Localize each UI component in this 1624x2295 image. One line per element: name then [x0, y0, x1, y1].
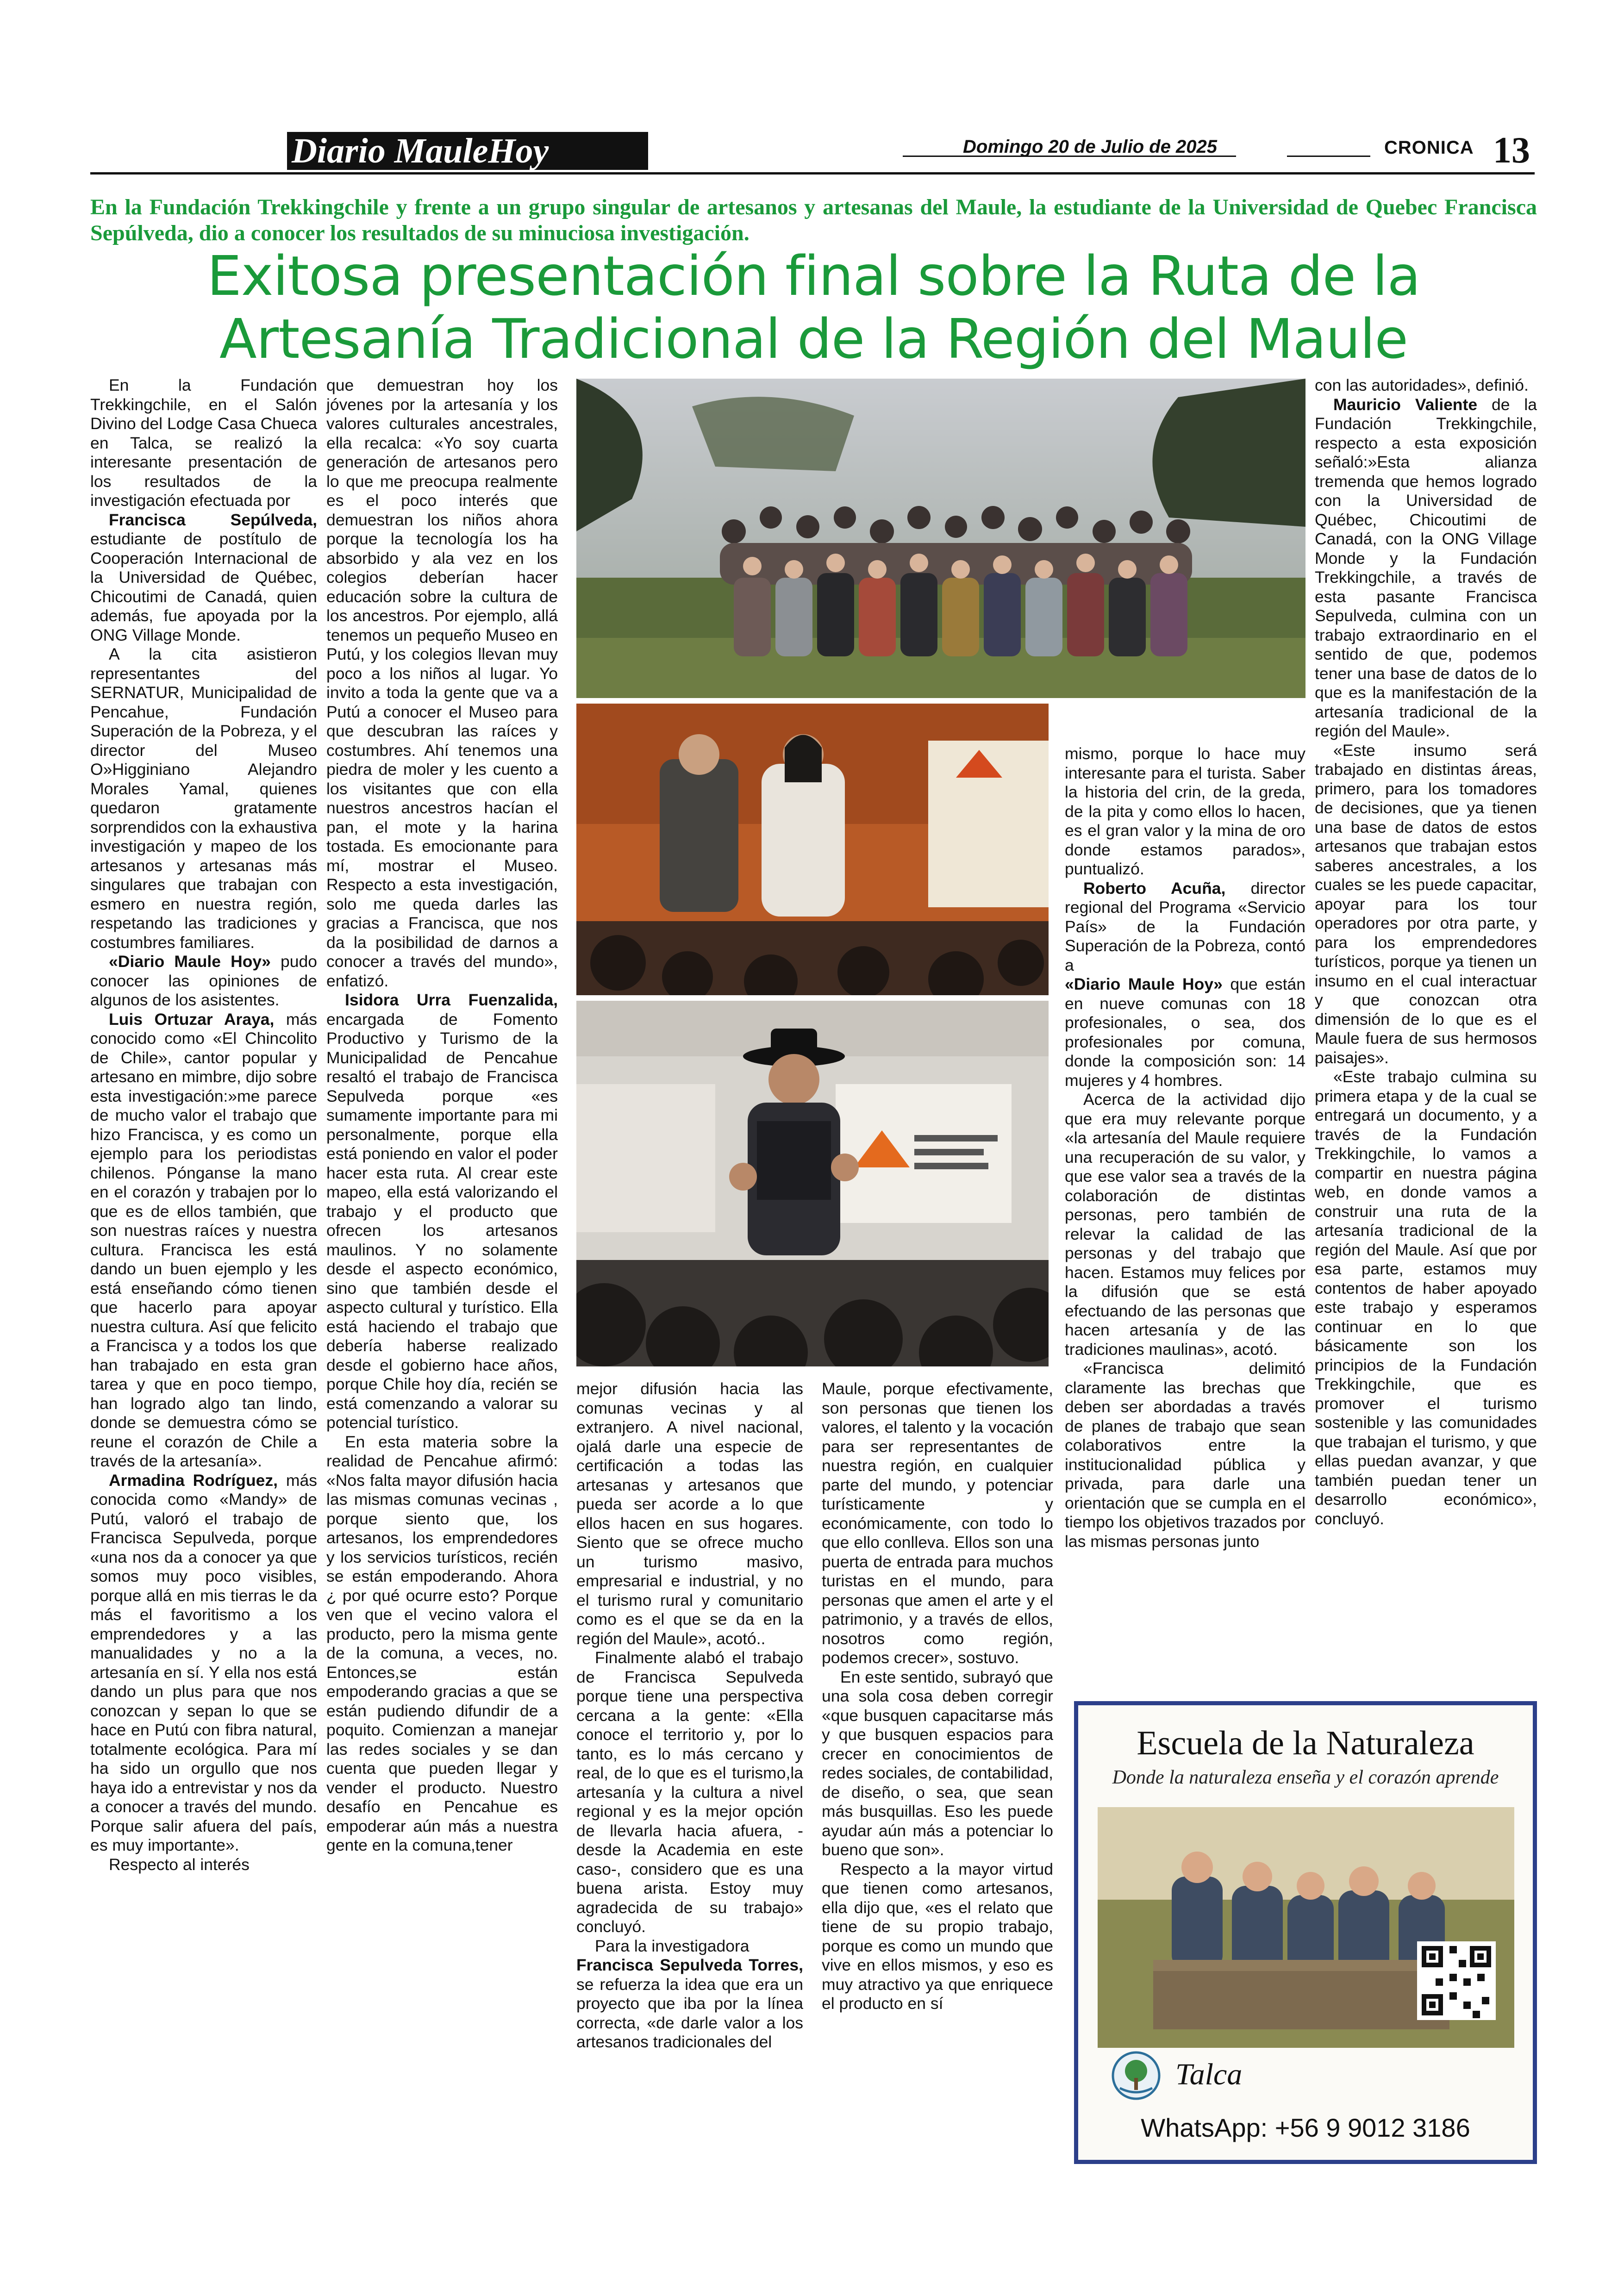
- paragraph-text: «Este trabajo culmina su primera etapa y de la cual se entregará un documento, y a través de la Fundación Trekkingchile, lo vamos a compartir en nuestra página web, en donde vamos a construir una ruta de la artesanía tradicional de la región del Maule. Así que por esa parte, estamos muy contentos de haber apoyado este trabajo y esperamos continuar en lo que básicamente son los principios de la Fundación Trekkingchile, que es promover el turismo sostenible y las comunidades que trabajan el turismo, y que ellas puedan avanzar, y que también puedan tener un desarrollo económico», concluyó.: [1315, 1067, 1537, 1528]
- article-paragraph: [576, 1956, 803, 2052]
- article-lead: En la Fundación Trekkingchile y frente a un grupo singular de artesanos y artesanas del Maule, la estudiante de la Universidad de Quebec Francisca Sepúlveda, dio a conocer los resultados de su minuciosa investigación.: [90, 195, 1537, 245]
- paragraph-text: En este sentido, subrayó que una sola cosa deben corregir «que busquen capacitarse más y que busquen espacios para crecer en conocimientos de redes sociales, de contabilidad, de diseño, o sea, que sean más busquillas. Eso les puede ayudar aún más a potenciar lo bueno que son».: [822, 1667, 1053, 1859]
- article-headline: Exitosa presentación final sobre la Ruta de la Artesanía Tradicional de la Región del Maule: [207, 244, 1420, 371]
- article-paragraph: [90, 376, 317, 511]
- paragraph-text: Maule, porque efectivamente, son personas que tienen los valores, el talento y la vocación para ser representantes de nuestra región, en cualquier parte del mundo, y potenciar turísticamente y económicamente, con todo lo que ello conlleva. Ellos son una puerta de entrada para muchos turistas en el mundo, para personas que amen el arte y el patrimonio, y a través de ellos, nosotros como región, podemos crecer», sostuvo.: [822, 1379, 1053, 1667]
- speaker-photo: [576, 1001, 1049, 1366]
- group-photo: [576, 379, 1305, 698]
- article-paragraph: [326, 1433, 558, 1855]
- paragraph-text: Para la investigadora: [595, 1936, 750, 1955]
- article-paragraph: [1315, 1067, 1537, 1528]
- ad-subtitle: Donde la naturaleza enseña y el corazón aprende: [1112, 1767, 1499, 1788]
- article-paragraph: [90, 1471, 317, 1855]
- paragraph-text: que demuestran hoy los jóvenes por la artesanía y los valores culturales ancestrales, ella recalca: «Yo soy cuarta generación de artesanos pero lo que me preocupa realmente es el poco interés que demuestran los niños ahora porque la tecnología los ha absorbido y ala vez en los colegios deberían hacer educación sobre la cultura de los ancestros. Por ejemplo, allá tenemos un pequeño Museo en Putú, y los colegios llevan muy poco a los niños al lugar. Yo invito a toda la gente que va a Putú a conocer el Museo para que descubran las raíces y costumbres. Ahí tenemos una piedra de moler y les cuento a los visitantes que con ella nuestros ancestros hacían el pan, el mote y la harina tostada. Es emocionante para mí, mostrar el Museo. Respecto a esta investigación, solo me queda darles las gracias a Francisca, que nos da la posibilidad de darnos a conocer a través del mundo», enfatizó.: [326, 376, 558, 990]
- advertisement-box: [1074, 1701, 1537, 2164]
- text-column-2: [326, 376, 558, 1855]
- paragraph-lead: Luis Ortuzar Araya,: [109, 1010, 275, 1029]
- paragraph-text: mismo, porque lo hace muy interesante para el turista. Saber la historia del crin, de la greda, de la pita y como ellos lo hacen, es el gran valor y la mina de oro donde estamos parados», puntualizó.: [1065, 744, 1305, 878]
- paragraph-lead: Isidora Urra Fuenzalida,: [345, 991, 558, 1009]
- article-paragraph: [1315, 395, 1537, 741]
- header-divider: [90, 172, 1535, 175]
- paragraph-text: mejor difusión hacia las comunas vecinas y al extranjero. A nivel nacional, ojalá darle una especie de certificación a todas las artesanas y artesanos que pueda ser acorde a lo que ellos hacen en sus hogares. Siento que se ofrece mucho un turismo masivo, empresarial e industrial, y no el turismo rural y comunitario como es el que se da en la región del Maule», acotó..: [576, 1379, 803, 1648]
- paragraph-lead: Roberto Acuña,: [1083, 879, 1226, 898]
- presenters-photo: [576, 704, 1049, 995]
- article-paragraph: [90, 1010, 317, 1471]
- ad-photo: [1098, 1807, 1514, 2048]
- paragraph-text: En la Fundación Trekkingchile, en el Salón Divino del Lodge Casa Chueca en Talca, se realizó la interesante presentación de los resultados de la investigación efectuada por: [90, 376, 317, 510]
- text-column-4: [822, 1379, 1053, 2014]
- article-paragraph: [576, 1937, 803, 1956]
- header-rule: [1287, 156, 1370, 157]
- paragraph-text: más conocido como «El Chincolito de Chile», cantor popular y artesano en mimbre, dijo sobre esta investigación:»me parece de mucho valor el trabajo que hizo Francisca, y es como un ejemplo para los periodistas chilenos. Pónganse la mano en el corazón y trabajen por lo que es de ellos también, que son nuestras raíces y nuestra cultura. Francisca les está dando un buen ejemplo y les está enseñando cómo tienen que hacerlo para apoyar nuestra cultura. Así que felicito a Francisca y a todos los que han trabajado en esta gran tarea y que en poco tiempo, han logrado algo tan lindo, donde se demuestra cómo se reune el corazón de Chile a través de la artesanía».: [90, 1010, 317, 1470]
- text-column-1: [90, 376, 317, 1874]
- paragraph-text: «Este insumo será trabajado en distintas áreas, primero, para los tomadores de decisiones, que ya tienen una base de datos de estos artesanos que trabajan estos saberes ancestrales, a los cuales se les puede capacitar, apoyar para los tour operadores por otra parte, y para los emprendedores turísticos, porque ya tienen un insumo en el cual interactuar y que conozcan otra dimensión de lo que es el Maule fuera de sus hermosos paisajes».: [1315, 741, 1537, 1067]
- article-paragraph: [90, 645, 317, 952]
- paragraph-text: Respecto a la mayor virtud que tienen como artesanos, ella dijo que, «es el relato que tiene de su propio trabajo, porque es como un mundo que vive en ellos mismos, y eso es muy atractivo ya que enriquece el producto en sí: [822, 1859, 1053, 2013]
- paragraph-text: Acerca de la actividad dijo que era muy relevante porque «la artesanía del Maule requiere una recuperación de su valor, y que ese valor sea a través de la colaboración de distintas personas, pero también de relevar la calidad de las personas y del trabajo que hacen. Estamos muy felices por la difusión que se está efectuando de las personas que hacen artesanía y de las tradiciones maulinas», acotó.: [1065, 1090, 1305, 1359]
- paragraph-text: más conocida como «Mandy» de Putú, valoró el trabajo de Francisca Sepulveda, porque «una nos da a conocer ya que somos muy poco visibles, porque allá en mis tierras le da más el favoritismo a los emprendedores y a las manualidades y no a la artesanía en sí. Y ella nos está dando un plus para que nos conozcan y sepan lo que se hace en Putú con fibra natural, totalmente ecológica. Para mí ha sido un orgullo que nos haya ido a entrevistar y nos da a conocer a través del mundo. Porque salir afuera del país, es muy importante».: [90, 1471, 317, 1854]
- section-name: CRONICA: [1384, 137, 1474, 158]
- article-paragraph: [1315, 741, 1537, 1068]
- text-column-5: [1065, 744, 1305, 1551]
- paragraph-lead: Francisca Sepulveda Torres,: [576, 1956, 803, 1974]
- article-paragraph: [822, 1668, 1053, 1860]
- paragraph-text: de la Fundación Trekkingchile, respecto a esta exposición señaló:»Esta alianza tremenda que hemos logrado con la Universidad de Québec, Chicoutimi de Canadá, con la ONG Village Monde y la Fundación Trekkingchile, a través de esta pasante Francisca Sepulveda, culmina con un trabajo extraordinario en el sentido de que, podemos tener una base de datos de lo que es la manifestación de la artesanía tradicional de la región del Maule».: [1315, 395, 1537, 740]
- speaker-photo-image: [576, 1001, 1049, 1366]
- article-paragraph: [1065, 744, 1305, 879]
- paragraph-text: que están en nueve comunas con 18 profesionales, o sea, dos profesionales por comuna, donde la composición son: 14 mujeres y 4 hombres.: [1065, 975, 1305, 1090]
- paragraph-lead: Mauricio Valiente: [1333, 395, 1478, 414]
- article-paragraph: [90, 1855, 317, 1875]
- paragraph-text: pudo conocer las opiniones de algunos de los asistentes.: [90, 952, 317, 1009]
- article-paragraph: [576, 1648, 803, 1937]
- newspaper-masthead: Diario MauleHoy: [292, 131, 549, 170]
- paragraph-text: «Francisca delimitó claramente las brechas que deben ser abordadas a través de planes de trabajo que sean colaborativos entre la institucionalidad pública y privada, para darle una orientación que se cumpla en el tiempo los objetivos trazados por las mismas personas junto: [1065, 1359, 1305, 1551]
- paragraph-text: estudiante de postítulo de Cooperación Internacional de la Universidad de Québec, Chicoutimi de Canadá, quien además, fue apoyada por la ONG Village Monde.: [90, 530, 317, 644]
- paragraph-text: A la cita asistieron representantes del SERNATUR, Municipalidad de Pencahue, Fundación Superación de la Pobreza, y el director del Museo O»Higginiano Alejandro Morales Yamal, quienes quedaron gratamente sorprendidos con la exhaustiva investigación y mapeo de los artesanos y artesanas más singulares que trabajan con esmero en nuestra región, respetando las tradiciones y costumbres familiares.: [90, 645, 317, 952]
- article-paragraph: [1065, 1359, 1305, 1551]
- paragraph-text: se refuerza la idea que era un proyecto que iba por la línea correcta, «de darle valor a los artesanos tradicionales del: [576, 1975, 803, 2051]
- article-paragraph: [576, 1379, 803, 1648]
- paragraph-lead: Francisca Sepúlveda,: [109, 510, 317, 529]
- paragraph-text: encargada de Fomento Productivo y Turismo de la Municipalidad de Pencahue resaltó el trabajo de Francisca Sepulveda porque «es sumamente importante para mi personalmente, porque ella está poniendo en valor el poder hacer esta ruta. Al crear este mapeo, ella está valorizando el trabajo y el producto que ofrecen los artesanos maulinos. Y no solamente desde el aspecto económico, sino que también desde el aspecto cultural y turístico. Ella está haciendo el trabajo que debería haberse realizado desde el gobierno hace años, porque Chile hoy día, recién se está comenzando a valorar su potencial turístico.: [326, 1010, 558, 1432]
- paragraph-lead: Armadina Rodríguez,: [109, 1471, 278, 1490]
- article-paragraph: [1065, 975, 1305, 1090]
- group-photo-image: [576, 379, 1305, 698]
- paragraph-text: En esta materia sobre la realidad de Pencahue afirmó: «Nos falta mayor difusión hacia las mismas comunas vecinas , porque siento que, los artesanos, los emprendedores y los servicios turísticos, recién se están empoderando. Ahora ¿ por qué ocurre esto? Porque ven que el vecino valora el producto, pero la misma gente de la comuna, a veces, no. Entonces,se están empoderando gracias a que se están pudiendo difundir de a poquito. Comienzan a manejar las redes sociales y se dan cuenta que pueden llegar y vender el producto. Nuestro desafío en Pencahue es empoderar aún más a nuestra gente en la comuna,tener: [326, 1432, 558, 1854]
- text-column-6: [1315, 376, 1537, 1528]
- paragraph-text: Finalmente alabó el trabajo de Francisca Sepulveda porque tiene una perspectiva cercana a la gente: «Ella conoce el territorio y, por lo tanto, es lo más cercano y real, de lo que es el turismo,la artesanía y la cultura a nivel regional y es la mejor opción de llevarla hacia afuera, - desde la Academia en este caso-, considero que es una buena arista. Estoy muy agradecida de su trabajo» concluyó.: [576, 1648, 803, 1936]
- article-paragraph: [90, 511, 317, 645]
- paragraph-lead: «Diario Maule Hoy»: [109, 952, 271, 971]
- ad-city: Talca: [1175, 2058, 1243, 2091]
- article-paragraph: [1065, 879, 1305, 975]
- whatsapp-contact[interactable]: WhatsApp: +56 9 9012 3186: [1141, 2113, 1470, 2142]
- paragraph-lead: «Diario Maule Hoy»: [1065, 975, 1223, 993]
- paragraph-text: Respecto al interés: [109, 1855, 250, 1874]
- paragraph-text: director regional del Programa «Servicio País» de la Fundación Superación de la Pobreza, contó a: [1065, 879, 1305, 974]
- text-column-3: [576, 1379, 803, 2052]
- tree-logo-icon: [1111, 2050, 1162, 2101]
- ad-title: Escuela de la Naturaleza: [1137, 1724, 1474, 1762]
- article-paragraph: [1065, 1090, 1305, 1359]
- article-paragraph: [1315, 376, 1537, 395]
- page-number: 13: [1493, 130, 1530, 171]
- issue-date: Domingo 20 de Julio de 2025: [963, 137, 1218, 157]
- article-paragraph: [822, 1379, 1053, 1668]
- article-paragraph: [326, 376, 558, 991]
- article-paragraph: [822, 1860, 1053, 2014]
- paragraph-text: con las autoridades», definió.: [1315, 376, 1529, 394]
- presenters-photo-image: [576, 704, 1049, 995]
- children-photo-image: [1098, 1807, 1514, 2048]
- article-paragraph: [90, 952, 317, 1010]
- article-paragraph: [326, 991, 558, 1433]
